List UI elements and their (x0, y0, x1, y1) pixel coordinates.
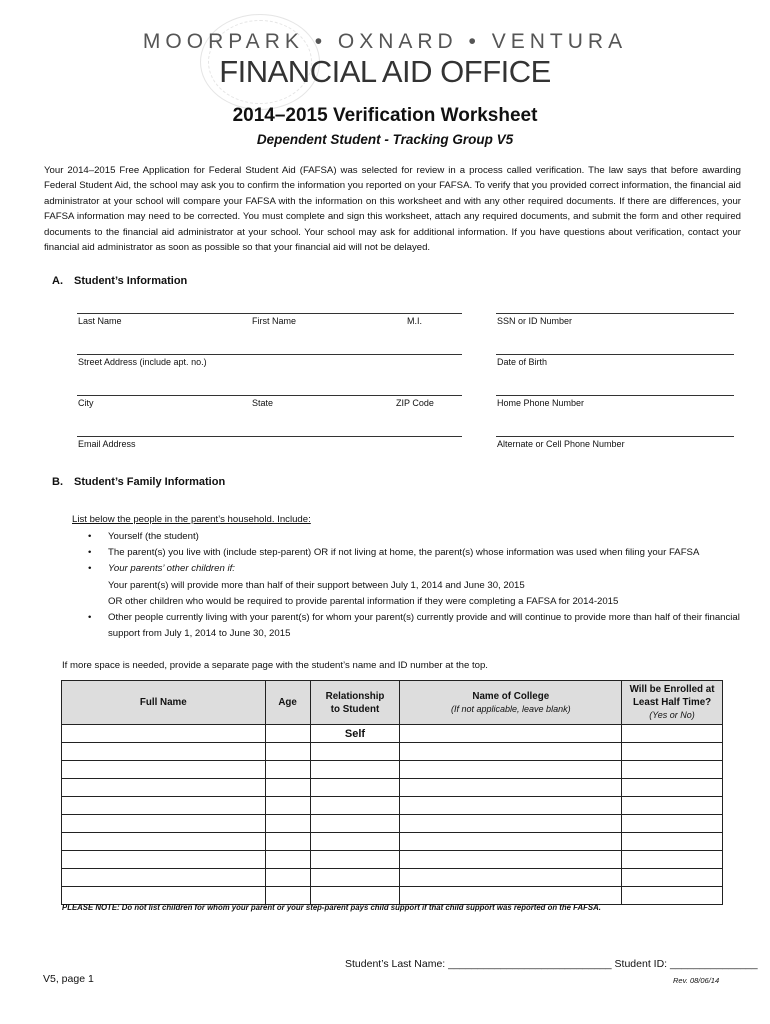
table-row (62, 779, 723, 797)
list-item: • Your parents’ other children if: (90, 561, 750, 577)
campus-names: MOORPARK • OXNARD • VENTURA (142, 30, 628, 53)
enrolled-header: Will be Enrolled at Least Half Time? (Yes or No) (622, 681, 723, 725)
table-cell[interactable] (265, 743, 310, 761)
section-a-title: Student’s Information (74, 275, 188, 287)
household-criteria-list (90, 529, 750, 642)
table-cell[interactable] (622, 851, 723, 869)
table-row (62, 851, 723, 869)
ssn-line[interactable] (496, 313, 734, 314)
list-item-sub: OR other children who would be required to provide parental information if they were completing a FAFSA for 2014-2015 (108, 595, 619, 607)
email-line[interactable] (77, 436, 462, 437)
page-number: V5, page 1 (43, 973, 94, 985)
first-name-label: First Name (252, 316, 297, 326)
section-a-letter: A. (52, 275, 63, 287)
table-row (62, 815, 723, 833)
cell-phone-label: Alternate or Cell Phone Number (497, 439, 625, 449)
table-cell[interactable] (62, 743, 266, 761)
intro-paragraph: Your 2014–2015 Free Application for Federal Student Aid (FAFSA) was selected for review in a process called verification. The law says that before awarding Federal Student Aid, the school may ask you to confirm the information you reported on your FAFSA. To verify that you provided correct information, the financial aid administrator at your school will compare your FAFSA with the information on this worksheet and with any other required documents. If there are differences, your FAFSA information may need to be corrected. You must complete and sign this worksheet, attach any required documents, and submit the form and other required documents to the financial aid administrator at your school. Your school may ask for additional information. If you have questions about verification, contact your financial aid administrator as soon as possible so that your financial aid will not be delayed. (44, 165, 741, 254)
mi-label: M.I. (407, 316, 422, 326)
name-line[interactable] (77, 313, 462, 314)
revision-date: Rev. 08/06/14 (673, 976, 720, 985)
table-cell[interactable] (265, 779, 310, 797)
table-cell[interactable] (622, 797, 723, 815)
document-title: 2014–2015 Verification Worksheet (232, 105, 538, 126)
table-cell[interactable] (265, 815, 310, 833)
dob-label: Date of Birth (497, 357, 548, 367)
table-cell[interactable] (62, 779, 266, 797)
list-item-sub: Your parent(s) will provide more than half of their support between July 1, 2014 and June 30, 2015 (108, 579, 525, 591)
table-cell[interactable] (310, 761, 400, 779)
table-cell[interactable] (400, 869, 622, 887)
table-cell[interactable] (265, 887, 310, 905)
table-cell[interactable] (622, 725, 723, 743)
email-label: Email Address (78, 439, 136, 449)
table-cell[interactable] (622, 815, 723, 833)
child-support-note: PLEASE NOTE: Do not list children for whom your parent or your step-parent pays child support if that child support was reported on the FAFSA. (62, 903, 601, 912)
document-subtitle: Dependent Student - Tracking Group V5 (256, 132, 514, 147)
household-list-intro: List below the people in the parent’s household. Include: (72, 514, 311, 525)
street-line[interactable] (77, 354, 462, 355)
dob-line[interactable] (496, 354, 734, 355)
table-cell[interactable] (400, 815, 622, 833)
list-item: • Other people currently living with your parent(s) for whom your parent(s) currently provide and will continue to provide more than half of their financial support from July 1, 2014 to June 30, 2015 (90, 610, 750, 642)
table-row (62, 743, 723, 761)
home-phone-line[interactable] (496, 395, 734, 396)
table-cell[interactable] (400, 761, 622, 779)
table-row (62, 869, 723, 887)
table-cell[interactable] (265, 761, 310, 779)
table-cell[interactable] (622, 761, 723, 779)
table-cell[interactable] (622, 869, 723, 887)
student-id-line: Student’s Last Name: ____________________________ Student ID: _______________ (345, 958, 758, 970)
table-cell[interactable] (622, 887, 723, 905)
section-b-heading (52, 476, 225, 488)
table-cell[interactable] (62, 887, 266, 905)
office-name: FINANCIAL AID OFFICE (219, 54, 551, 89)
table-cell[interactable] (62, 833, 266, 851)
age-header: Age (265, 681, 310, 725)
table-cell[interactable] (265, 797, 310, 815)
full-name-header: Full Name (62, 681, 266, 725)
table-cell[interactable] (310, 815, 400, 833)
table-cell[interactable] (310, 833, 400, 851)
ssn-label: SSN or ID Number (497, 316, 573, 326)
list-item: • Yourself (the student) (90, 529, 750, 545)
table-row (62, 797, 723, 815)
table-row (62, 833, 723, 851)
table-cell[interactable] (62, 851, 266, 869)
table-cell[interactable] (265, 725, 310, 743)
table-cell[interactable] (265, 851, 310, 869)
table-row (62, 725, 723, 743)
table-cell[interactable] (265, 869, 310, 887)
self-cell: Self (310, 725, 400, 743)
table-cell[interactable] (62, 815, 266, 833)
home-phone-label: Home Phone Number (497, 398, 585, 408)
table-cell[interactable] (265, 833, 310, 851)
table-cell[interactable] (310, 869, 400, 887)
city-label: City (78, 398, 94, 408)
section-b-letter: B. (52, 476, 63, 488)
table-cell[interactable] (310, 851, 400, 869)
table-cell[interactable] (310, 887, 400, 905)
last-name-label: Last Name (78, 316, 122, 326)
table-cell[interactable] (310, 797, 400, 815)
table-row (62, 761, 723, 779)
table-cell[interactable] (400, 743, 622, 761)
table-cell[interactable] (62, 797, 266, 815)
table-cell[interactable] (400, 833, 622, 851)
more-space-note: If more space is needed, provide a separate page with the student’s name and ID number at the top. (62, 660, 488, 671)
state-label: State (252, 398, 274, 408)
table-cell[interactable] (310, 779, 400, 797)
street-label: Street Address (include apt. no.) (78, 357, 207, 367)
table-cell[interactable] (310, 743, 400, 761)
table-cell[interactable] (622, 779, 723, 797)
table-row (62, 887, 723, 905)
table-cell[interactable] (62, 761, 266, 779)
table-cell[interactable] (62, 725, 266, 743)
college-header: Name of College (If not applicable, leave blank) (400, 681, 622, 725)
table-cell[interactable] (400, 887, 622, 905)
city-line[interactable] (77, 395, 462, 396)
household-table (61, 680, 723, 905)
section-a-heading (52, 275, 187, 287)
section-b-title: Student’s Family Information (74, 476, 226, 488)
list-item: • The parent(s) you live with (include step-parent) OR if not living at home, the parent(s) whose information was used when filing your FAFSA (90, 545, 750, 561)
zip-label: ZIP Code (396, 398, 434, 408)
table-cell[interactable] (400, 797, 622, 815)
table-header-row (62, 681, 723, 725)
table-cell[interactable] (400, 851, 622, 869)
cell-phone-line[interactable] (496, 436, 734, 437)
table-cell[interactable] (62, 869, 266, 887)
table-cell[interactable] (400, 779, 622, 797)
table-cell[interactable] (400, 725, 622, 743)
table-cell[interactable] (622, 743, 723, 761)
table-cell[interactable] (622, 833, 723, 851)
relationship-header: Relationship to Student (310, 681, 400, 725)
